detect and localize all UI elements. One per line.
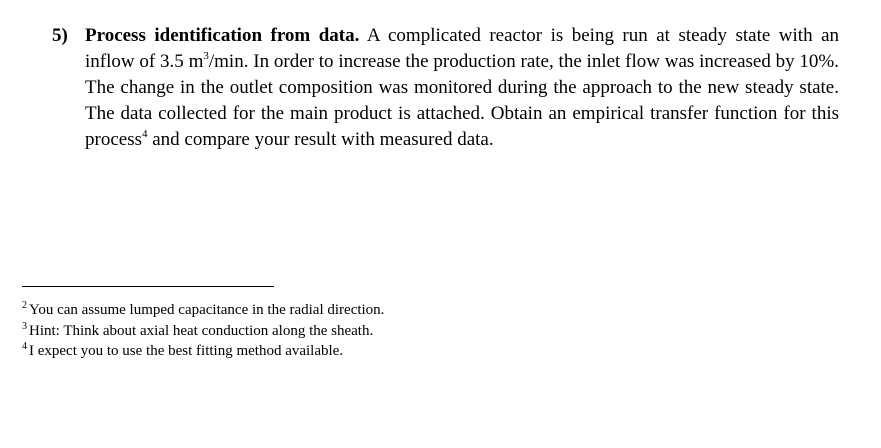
- unit-exponent: 3: [203, 50, 209, 62]
- problem-number: 5): [52, 25, 68, 46]
- problem-body: [85, 23, 839, 153]
- footnote-item: [22, 300, 722, 321]
- footnote-text: You can assume lumped capacitance in the radial direction.: [29, 302, 385, 318]
- problem-text-part-1: A complicated reactor is being run at steady state with an inflow of 3.5 m: [85, 25, 840, 72]
- footnote-item: [22, 321, 722, 342]
- footnote-reference: 4: [141, 128, 148, 140]
- footnote-mark: 3: [22, 320, 27, 332]
- footnote-item: [22, 341, 722, 362]
- footnote-text: I expect you to use the best fitting method available.: [29, 343, 344, 359]
- problem-text-part-3: and compare your result with measured data.: [147, 129, 494, 150]
- footnote-text: Hint: Think about axial heat conduction along the sheath.: [29, 322, 374, 339]
- problem-text-part-2: /min. In order to increase the production rate, the inlet flow was increased by 10%. The change in the outlet composition was monitored during the approach to the new steady state. The data collected for the main product is attached. Obtain an empirical transfer function for this process: [85, 51, 840, 150]
- footnote-mark: 2: [22, 300, 27, 311]
- footnotes: [22, 300, 722, 362]
- problem-title: Process identification from data.: [85, 25, 360, 46]
- problem-block: [52, 23, 839, 153]
- footnote-mark: 4: [22, 341, 27, 352]
- footnote-separator: [22, 286, 274, 287]
